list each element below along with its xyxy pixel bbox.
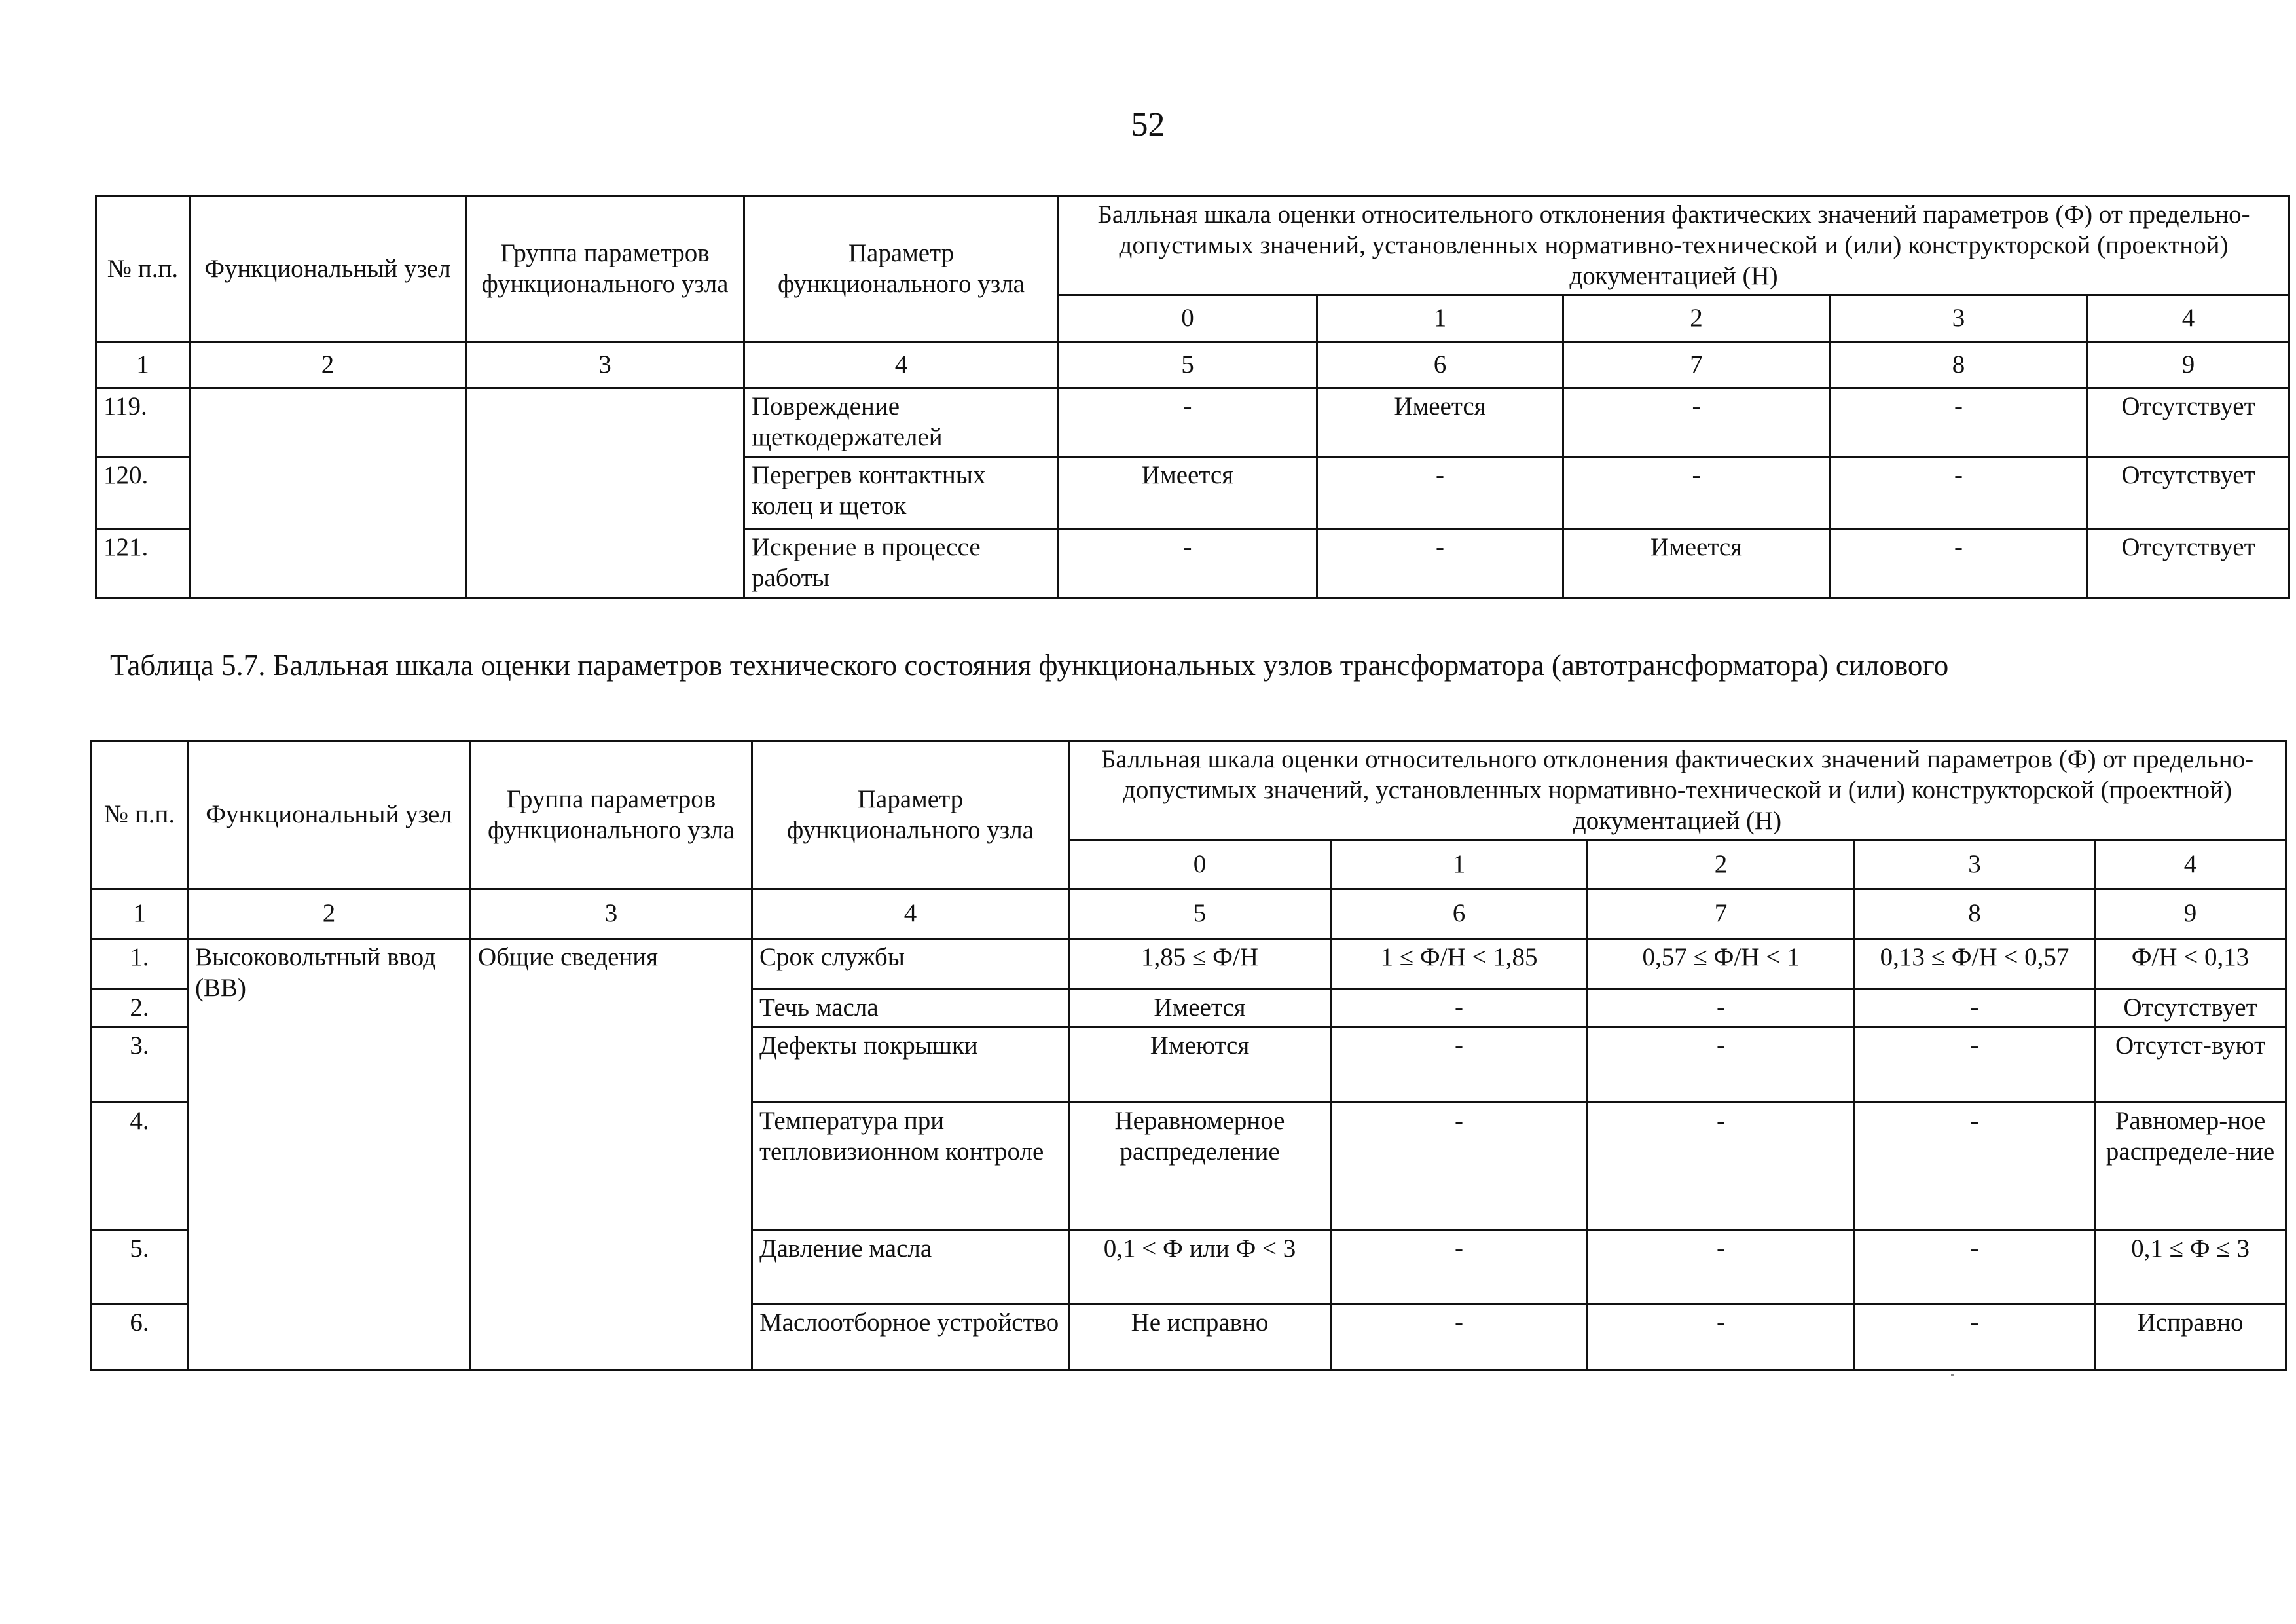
header-row xyxy=(92,741,2286,840)
score-level: 1 xyxy=(1317,295,1563,342)
score-cell: Равномер-ное распределе-ние xyxy=(2095,1103,2286,1230)
score-cell: Имеется xyxy=(1563,528,1830,597)
column-index: 9 xyxy=(2088,342,2289,388)
score-cell: Отсутствует xyxy=(2088,388,2289,457)
column-index: 2 xyxy=(190,342,466,388)
score-cell: - xyxy=(1331,1103,1588,1230)
score-cell: - xyxy=(1830,388,2088,457)
score-level: 2 xyxy=(1563,295,1830,342)
score-cell: Не исправно xyxy=(1069,1304,1331,1370)
header-group: Группа параметров функционального узла xyxy=(471,741,752,889)
score-cell: Имеется xyxy=(1069,989,1331,1027)
score-cell: - xyxy=(1317,528,1563,597)
column-index: 7 xyxy=(1563,342,1830,388)
column-index: 1 xyxy=(96,342,190,388)
score-level: 4 xyxy=(2095,840,2286,889)
score-cell: Имеется xyxy=(1317,388,1563,457)
column-index-row xyxy=(96,342,2289,388)
row-number: 2. xyxy=(92,989,188,1027)
table-continuation xyxy=(95,195,2290,599)
table-caption: Таблица 5.7. Балльная шкала оценки параметров технического состояния функциональных узлов трансформатора (автотрансформатора) силового xyxy=(110,649,1949,682)
score-cell: 0,1 < Ф или Ф < 3 xyxy=(1069,1230,1331,1304)
header-row xyxy=(96,196,2289,295)
score-level: 3 xyxy=(1855,840,2095,889)
node-cell-empty xyxy=(190,388,466,597)
parameter-group: Общие сведения xyxy=(471,939,752,1370)
score-cell: - xyxy=(1855,1304,2095,1370)
score-cell: - xyxy=(1563,456,1830,528)
header-param: Параметр функционального узла xyxy=(744,196,1059,342)
score-cell: - xyxy=(1588,989,1855,1027)
header-scale: Балльная шкала оценки относительного отклонения фактических значений параметров (Ф) от предельно-допустимых значений, установленных нормативно-технической и (или) конструкторской (проектной) документацией (Н) xyxy=(1059,196,2289,295)
score-cell: Ф/Н < 0,13 xyxy=(2095,939,2286,989)
score-cell: Неравномерное распределение xyxy=(1069,1103,1331,1230)
score-cell: - xyxy=(1830,528,2088,597)
row-number: 119. xyxy=(96,388,190,457)
row-number: 1. xyxy=(92,939,188,989)
row-number: 5. xyxy=(92,1230,188,1304)
column-index: 5 xyxy=(1059,342,1317,388)
score-level: 0 xyxy=(1059,295,1317,342)
parameter-name: Дефекты покрышки xyxy=(752,1027,1069,1103)
score-cell: Отсутствует xyxy=(2095,989,2286,1027)
column-index: 6 xyxy=(1317,342,1563,388)
column-index-row xyxy=(92,889,2286,939)
table-row xyxy=(96,388,2289,457)
row-number: 6. xyxy=(92,1304,188,1370)
score-cell: 0,1 ≤ Ф ≤ 3 xyxy=(2095,1230,2286,1304)
table-row xyxy=(92,939,2286,989)
score-cell: - xyxy=(1588,1304,1855,1370)
score-cell: - xyxy=(1317,456,1563,528)
score-cell: 0,57 ≤ Ф/Н < 1 xyxy=(1588,939,1855,989)
score-cell: - xyxy=(1331,1230,1588,1304)
column-index: 1 xyxy=(92,889,188,939)
score-cell: - xyxy=(1855,1103,2095,1230)
row-number: 121. xyxy=(96,528,190,597)
score-cell: - xyxy=(1331,1304,1588,1370)
score-cell: - xyxy=(1588,1230,1855,1304)
scan-speck xyxy=(1951,1374,1954,1376)
score-cell: Имеются xyxy=(1069,1027,1331,1103)
parameter-name: Повреждение щеткодержателей xyxy=(744,388,1059,457)
column-index: 2 xyxy=(188,889,471,939)
column-index: 6 xyxy=(1331,889,1588,939)
parameter-name: Течь масла xyxy=(752,989,1069,1027)
score-cell: Отсутст-вуют xyxy=(2095,1027,2286,1103)
parameter-name: Перегрев контактных колец и щеток xyxy=(744,456,1059,528)
column-index: 3 xyxy=(466,342,744,388)
score-cell: Имеется xyxy=(1059,456,1317,528)
table-5-7 xyxy=(90,740,2287,1371)
score-cell: - xyxy=(1830,456,2088,528)
score-level: 4 xyxy=(2088,295,2289,342)
score-cell: 1,85 ≤ Ф/Н xyxy=(1069,939,1331,989)
header-num: № п.п. xyxy=(96,196,190,342)
column-index: 4 xyxy=(752,889,1069,939)
score-cell: 0,13 ≤ Ф/Н < 0,57 xyxy=(1855,939,2095,989)
column-index: 8 xyxy=(1830,342,2088,388)
header-group: Группа параметров функционального узла xyxy=(466,196,744,342)
score-cell: - xyxy=(1855,989,2095,1027)
header-param: Параметр функционального узла xyxy=(752,741,1069,889)
score-cell: - xyxy=(1059,528,1317,597)
column-index: 3 xyxy=(471,889,752,939)
score-cell: - xyxy=(1331,989,1588,1027)
header-scale: Балльная шкала оценки относительного отклонения фактических значений параметров (Ф) от предельно-допустимых значений, установленных нормативно-технической и (или) конструкторской (проектной) документацией (Н) xyxy=(1069,741,2286,840)
score-level: 3 xyxy=(1830,295,2088,342)
score-cell: Исправно xyxy=(2095,1304,2286,1370)
score-level: 0 xyxy=(1069,840,1331,889)
score-level: 1 xyxy=(1331,840,1588,889)
column-index: 7 xyxy=(1588,889,1855,939)
header-node: Функциональный узел xyxy=(190,196,466,342)
parameter-name: Давление масла xyxy=(752,1230,1069,1304)
parameter-name: Искрение в процессе работы xyxy=(744,528,1059,597)
score-cell: - xyxy=(1855,1027,2095,1103)
score-cell: Отсутствует xyxy=(2088,528,2289,597)
row-number: 4. xyxy=(92,1103,188,1230)
column-index: 4 xyxy=(744,342,1059,388)
score-level: 2 xyxy=(1588,840,1855,889)
score-cell: - xyxy=(1588,1103,1855,1230)
header-num: № п.п. xyxy=(92,741,188,889)
score-cell: - xyxy=(1059,388,1317,457)
group-cell-empty xyxy=(466,388,744,597)
column-index: 5 xyxy=(1069,889,1331,939)
score-cell: - xyxy=(1588,1027,1855,1103)
parameter-name: Срок службы xyxy=(752,939,1069,989)
score-cell: - xyxy=(1563,388,1830,457)
functional-node: Высоковольтный ввод (ВВ) xyxy=(188,939,471,1370)
score-cell: - xyxy=(1855,1230,2095,1304)
score-cell: Отсутствует xyxy=(2088,456,2289,528)
row-number: 3. xyxy=(92,1027,188,1103)
parameter-name: Температура при тепловизионном контроле xyxy=(752,1103,1069,1230)
page-number: 52 xyxy=(1131,106,1165,143)
parameter-name: Маслоотборное устройство xyxy=(752,1304,1069,1370)
score-cell: 1 ≤ Ф/Н < 1,85 xyxy=(1331,939,1588,989)
header-node: Функциональный узел xyxy=(188,741,471,889)
score-cell: - xyxy=(1331,1027,1588,1103)
column-index: 9 xyxy=(2095,889,2286,939)
row-number: 120. xyxy=(96,456,190,528)
column-index: 8 xyxy=(1855,889,2095,939)
